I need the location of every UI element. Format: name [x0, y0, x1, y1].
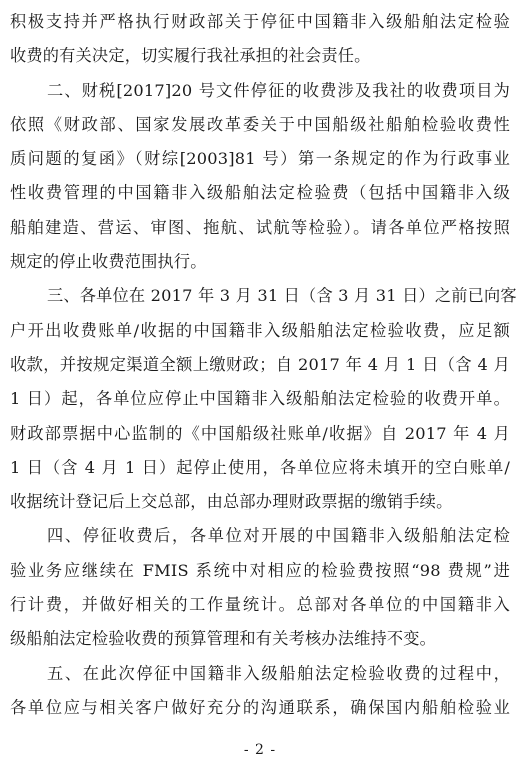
- text-line: 五、在此次停征中国籍非入级船舶法定检验收费的过程中，: [47, 663, 510, 683]
- text-line: 规定的停止收费范围执行。: [10, 252, 207, 272]
- page-number: - 2 -: [243, 742, 277, 758]
- text-line: 船舶建造、营运、审图、拖航、试航等检验）。请各单位严格按照: [10, 217, 510, 237]
- text-line: 验业务应继续在 FMIS 系统中对相应的检验费按照“98 费规”进: [10, 560, 510, 580]
- text-line: 性收费管理的中国籍非入级船舶法定检验费（包括中国籍非入级: [10, 183, 510, 203]
- text-line: 1 日（含 4 月 1 日）起停止使用，各单位应将未填开的空白账单/: [10, 457, 510, 477]
- text-line: 1 日）起，各单位应停止中国籍非入级船舶法定检验的收费开单。: [10, 389, 510, 409]
- text-line: 级船舶法定检验收费的预算管理和有关考核办法维持不变。: [10, 629, 437, 649]
- text-line: 二、财税[2017]20 号文件停征的收费涉及我社的收费项目为: [47, 80, 510, 100]
- text-line: 积极支持并严格执行财政部关于停征中国籍非入级船舶法定检验: [10, 12, 510, 31]
- text-line: 三、各单位在 2017 年 3 月 31 日（含 3 月 31 日）之前已向客: [47, 286, 517, 306]
- text-line: 收费的有关决定，切实履行我社承担的社会责任。: [10, 46, 371, 66]
- text-line: 各单位应与相关客户做好充分的沟通联系，确保国内船舶检验业: [10, 697, 510, 717]
- text-line: 质问题的复函》（财综[2003]81 号）第一条规定的作为行政事业: [10, 149, 510, 169]
- text-line: 户开出收费账单/收据的中国籍非入级船舶法定检验收费，应足额: [10, 320, 510, 340]
- text-line: 财政部票据中心监制的《中国船级社账单/收据》自 2017 年 4 月: [10, 423, 510, 443]
- text-line: 依照《财政部、国家发展改革委关于中国船级社船舶检验收费性: [10, 114, 510, 134]
- text-line: 行计费，并做好相关的工作量统计。总部对各单位的中国籍非入: [10, 595, 510, 615]
- text-line: 收款，并按规定渠道全额上缴财政；自 2017 年 4 月 1 日（含 4 月: [10, 354, 510, 374]
- text-line: 收据统计登记后上交总部，由总部办理财政票据的缴销手续。: [10, 492, 453, 512]
- body-text: [10, 5, 517, 725]
- text-line: 四、停征收费后，各单位对开展的中国籍非入级船舶法定检: [47, 526, 510, 546]
